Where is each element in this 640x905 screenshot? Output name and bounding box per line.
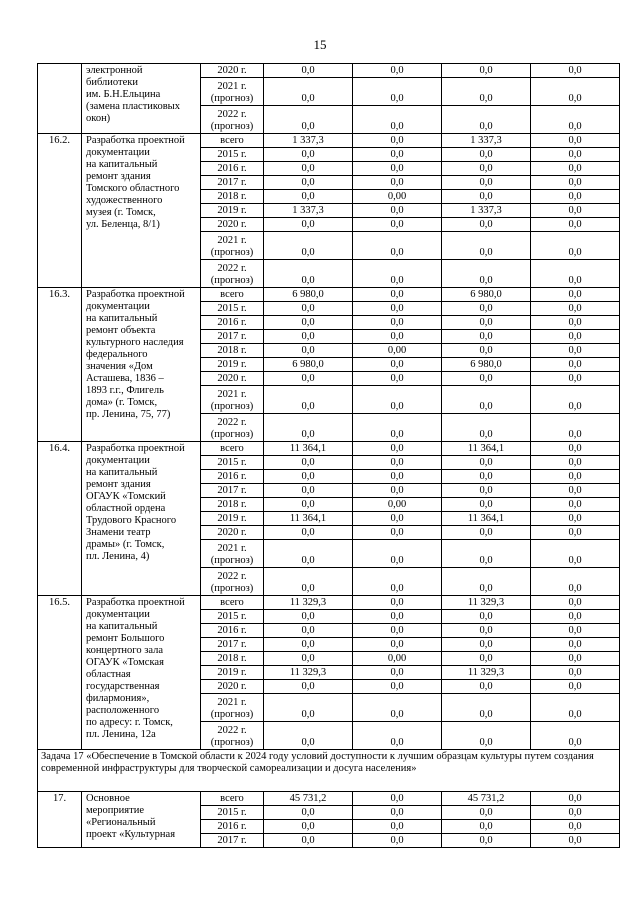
value-cell: 0,0	[531, 64, 620, 78]
budget-table	[37, 63, 620, 848]
value-cell: 0,0	[353, 680, 442, 694]
value-cell: 0,0	[442, 64, 531, 78]
value-cell: 0,0	[531, 666, 620, 680]
value-cell: 0,0	[531, 372, 620, 386]
value-cell: 0,0	[531, 148, 620, 162]
value-cell: 0,0	[442, 78, 531, 106]
value-cell: 0,0	[531, 498, 620, 512]
item-number: 17.	[38, 792, 82, 848]
table-row	[38, 64, 620, 78]
value-cell: 0,0	[264, 232, 353, 260]
value-cell: 0,0	[442, 190, 531, 204]
value-cell: 0,0	[531, 638, 620, 652]
value-cell: 0,0	[264, 694, 353, 722]
value-cell: 0,0	[264, 190, 353, 204]
value-cell: 1 337,3	[264, 204, 353, 218]
value-cell: 0,0	[442, 176, 531, 190]
value-cell: 0,0	[264, 218, 353, 232]
item-name: Разработка проектной документации на капитальный ремонт здания ОГАУК «Томский областной ордена Трудового Красного Знамени театр драмы» (г. Томск, пл. Ленина, 4)	[82, 442, 201, 596]
value-cell: 0,0	[442, 456, 531, 470]
year-cell: 2015 г.	[201, 806, 264, 820]
value-cell: 0,0	[442, 568, 531, 596]
value-cell: 0,0	[353, 134, 442, 148]
value-cell: 0,0	[264, 806, 353, 820]
value-cell: 0,0	[353, 792, 442, 806]
value-cell: 0,0	[531, 610, 620, 624]
value-cell: 0,0	[531, 806, 620, 820]
value-cell: 0,0	[531, 176, 620, 190]
table-row	[38, 442, 620, 456]
value-cell: 0,0	[531, 316, 620, 330]
value-cell: 0,0	[531, 78, 620, 106]
value-cell: 0,0	[264, 484, 353, 498]
value-cell: 0,0	[353, 442, 442, 456]
value-cell: 0,0	[264, 680, 353, 694]
value-cell: 0,0	[353, 260, 442, 288]
value-cell: 0,0	[531, 526, 620, 540]
year-cell: 2022 г. (прогноз)	[201, 260, 264, 288]
value-cell: 0,0	[531, 260, 620, 288]
item-name: Разработка проектной документации на капитальный ремонт объекта культурного наследия федерального значения «Дом Асташева, 1836 – 1893 г.г., Флигель дома» (г. Томск, пр. Ленина, 75, 77)	[82, 288, 201, 442]
value-cell: 0,0	[264, 344, 353, 358]
year-cell: 2022 г. (прогноз)	[201, 722, 264, 750]
value-cell: 0,0	[353, 456, 442, 470]
value-cell: 0,0	[442, 372, 531, 386]
value-cell: 0,0	[531, 722, 620, 750]
value-cell: 0,0	[353, 834, 442, 848]
value-cell: 0,0	[531, 204, 620, 218]
item-name: Разработка проектной документации на капитальный ремонт Большого концертного зала ОГАУК «Томская областная государственная филармония», расположенного по адресу: г. Томск, пл. Ленина, 12а	[82, 596, 201, 750]
value-cell: 0,0	[353, 106, 442, 134]
value-cell: 0,0	[264, 526, 353, 540]
value-cell: 6 980,0	[264, 358, 353, 372]
value-cell: 11 329,3	[264, 666, 353, 680]
value-cell: 0,0	[442, 330, 531, 344]
value-cell: 0,0	[353, 78, 442, 106]
value-cell: 0,0	[264, 820, 353, 834]
value-cell: 0,0	[353, 470, 442, 484]
value-cell: 0,0	[442, 232, 531, 260]
value-cell: 11 329,3	[442, 596, 531, 610]
value-cell: 0,0	[442, 162, 531, 176]
value-cell: 0,0	[531, 624, 620, 638]
value-cell: 0,0	[353, 624, 442, 638]
year-cell: 2020 г.	[201, 680, 264, 694]
value-cell: 0,0	[353, 484, 442, 498]
value-cell: 0,0	[531, 470, 620, 484]
year-cell: 2022 г. (прогноз)	[201, 414, 264, 442]
value-cell: 0,0	[264, 176, 353, 190]
value-cell: 0,0	[264, 456, 353, 470]
value-cell: 6 980,0	[264, 288, 353, 302]
item-number: 16.5.	[38, 596, 82, 750]
year-cell: 2016 г.	[201, 470, 264, 484]
value-cell: 0,0	[531, 302, 620, 316]
value-cell: 0,0	[442, 218, 531, 232]
value-cell: 0,0	[531, 106, 620, 134]
value-cell: 0,0	[353, 316, 442, 330]
year-cell: 2016 г.	[201, 624, 264, 638]
year-cell: 2018 г.	[201, 652, 264, 666]
value-cell: 0,0	[531, 484, 620, 498]
value-cell: 0,0	[442, 652, 531, 666]
value-cell: 0,0	[353, 232, 442, 260]
table-row	[38, 792, 620, 806]
value-cell: 0,0	[442, 638, 531, 652]
value-cell: 0,0	[531, 344, 620, 358]
value-cell: 0,0	[353, 512, 442, 526]
year-cell: 2016 г.	[201, 316, 264, 330]
value-cell: 0,0	[353, 218, 442, 232]
value-cell: 0,0	[442, 106, 531, 134]
value-cell: 0,0	[264, 386, 353, 414]
year-cell: 2019 г.	[201, 512, 264, 526]
value-cell: 0,0	[442, 526, 531, 540]
year-cell: 2015 г.	[201, 456, 264, 470]
value-cell: 0,0	[264, 302, 353, 316]
value-cell: 0,0	[353, 568, 442, 596]
value-cell: 0,0	[442, 680, 531, 694]
task-row	[38, 750, 620, 792]
item-number	[38, 64, 82, 134]
year-cell: 2017 г.	[201, 484, 264, 498]
value-cell: 0,0	[531, 218, 620, 232]
value-cell: 0,0	[442, 820, 531, 834]
value-cell: 11 364,1	[442, 512, 531, 526]
value-cell: 0,0	[531, 358, 620, 372]
value-cell: 0,0	[531, 232, 620, 260]
year-cell: 2016 г.	[201, 162, 264, 176]
value-cell: 0,0	[353, 596, 442, 610]
value-cell: 0,0	[353, 666, 442, 680]
value-cell: 0,0	[442, 484, 531, 498]
value-cell: 0,0	[442, 470, 531, 484]
table-row	[38, 288, 620, 302]
value-cell: 0,0	[264, 148, 353, 162]
value-cell: 0,0	[442, 316, 531, 330]
value-cell: 0,0	[353, 414, 442, 442]
value-cell: 0,0	[531, 456, 620, 470]
value-cell: 0,0	[353, 806, 442, 820]
value-cell: 0,0	[264, 610, 353, 624]
value-cell: 11 364,1	[442, 442, 531, 456]
value-cell: 0,00	[353, 652, 442, 666]
value-cell: 1 337,3	[442, 204, 531, 218]
value-cell: 0,0	[353, 176, 442, 190]
value-cell: 0,0	[353, 722, 442, 750]
value-cell: 0,0	[353, 526, 442, 540]
value-cell: 0,0	[442, 834, 531, 848]
value-cell: 0,0	[531, 792, 620, 806]
value-cell: 0,0	[531, 596, 620, 610]
value-cell: 0,0	[264, 78, 353, 106]
item-name: Разработка проектной документации на капитальный ремонт здания Томского областного художественного музея (г. Томск, ул. Беленца, 8/1)	[82, 134, 201, 288]
value-cell: 0,00	[353, 344, 442, 358]
value-cell: 0,0	[442, 498, 531, 512]
item-number: 16.4.	[38, 442, 82, 596]
value-cell: 0,0	[442, 148, 531, 162]
value-cell: 6 980,0	[442, 288, 531, 302]
value-cell: 0,0	[531, 834, 620, 848]
year-cell: 2020 г.	[201, 372, 264, 386]
value-cell: 0,0	[442, 386, 531, 414]
value-cell: 11 364,1	[264, 512, 353, 526]
value-cell: 0,0	[531, 330, 620, 344]
value-cell: 0,0	[264, 414, 353, 442]
value-cell: 0,0	[442, 414, 531, 442]
year-cell: 2019 г.	[201, 358, 264, 372]
value-cell: 0,0	[264, 372, 353, 386]
value-cell: 0,0	[531, 694, 620, 722]
value-cell: 0,0	[442, 302, 531, 316]
value-cell: 0,0	[264, 316, 353, 330]
value-cell: 0,0	[531, 414, 620, 442]
year-cell: 2017 г.	[201, 834, 264, 848]
value-cell: 0,0	[531, 680, 620, 694]
item-number: 16.2.	[38, 134, 82, 288]
value-cell: 0,0	[353, 540, 442, 568]
value-cell: 45 731,2	[264, 792, 353, 806]
table-row	[38, 134, 620, 148]
value-cell: 0,0	[353, 358, 442, 372]
task-text: Задача 17 «Обеспечение в Томской области к 2024 году условий доступности к лучшим образцам культуры путем создания современной инфраструктуры для творческой самореализации и досуга населения»	[38, 750, 620, 792]
year-cell: 2018 г.	[201, 190, 264, 204]
year-cell: 2021 г. (прогноз)	[201, 540, 264, 568]
item-name: Основное мероприятие «Региональный проект «Культурная	[82, 792, 201, 848]
value-cell: 0,0	[264, 652, 353, 666]
item-number: 16.3.	[38, 288, 82, 442]
value-cell: 0,0	[442, 540, 531, 568]
year-cell: 2020 г.	[201, 526, 264, 540]
value-cell: 0,0	[531, 288, 620, 302]
item-name: электронной библиотеки им. Б.Н.Ельцина (замена пластиковых окон)	[82, 64, 201, 134]
value-cell: 0,0	[353, 64, 442, 78]
value-cell: 0,0	[531, 162, 620, 176]
value-cell: 6 980,0	[442, 358, 531, 372]
value-cell: 0,0	[353, 372, 442, 386]
value-cell: 0,0	[264, 64, 353, 78]
value-cell: 0,0	[531, 190, 620, 204]
value-cell: 11 329,3	[264, 596, 353, 610]
value-cell: 0,0	[264, 834, 353, 848]
page-number: 15	[313, 37, 327, 52]
year-cell: 2017 г.	[201, 330, 264, 344]
year-cell: 2021 г. (прогноз)	[201, 386, 264, 414]
value-cell: 0,0	[353, 204, 442, 218]
year-cell: 2022 г. (прогноз)	[201, 568, 264, 596]
value-cell: 0,0	[442, 722, 531, 750]
value-cell: 0,0	[442, 694, 531, 722]
value-cell: 0,0	[264, 106, 353, 134]
value-cell: 0,0	[353, 330, 442, 344]
value-cell: 0,0	[353, 820, 442, 834]
value-cell: 0,0	[264, 470, 353, 484]
value-cell: 0,0	[264, 260, 353, 288]
table-row	[38, 596, 620, 610]
year-cell: 2022 г. (прогноз)	[201, 106, 264, 134]
value-cell: 0,0	[442, 806, 531, 820]
value-cell: 0,0	[353, 610, 442, 624]
year-cell: 2021 г. (прогноз)	[201, 78, 264, 106]
year-cell: 2015 г.	[201, 610, 264, 624]
value-cell: 0,0	[353, 288, 442, 302]
value-cell: 0,0	[353, 386, 442, 414]
value-cell: 1 337,3	[264, 134, 353, 148]
value-cell: 0,00	[353, 190, 442, 204]
year-cell: 2021 г. (прогноз)	[201, 694, 264, 722]
value-cell: 0,0	[353, 302, 442, 316]
value-cell: 0,00	[353, 498, 442, 512]
year-cell: 2019 г.	[201, 204, 264, 218]
value-cell: 0,0	[353, 638, 442, 652]
value-cell: 0,0	[531, 540, 620, 568]
value-cell: 0,0	[264, 624, 353, 638]
value-cell: 0,0	[264, 498, 353, 512]
year-cell: 2018 г.	[201, 498, 264, 512]
year-cell: 2021 г. (прогноз)	[201, 232, 264, 260]
year-cell: 2015 г.	[201, 302, 264, 316]
value-cell: 0,0	[264, 722, 353, 750]
value-cell: 45 731,2	[442, 792, 531, 806]
value-cell: 0,0	[442, 610, 531, 624]
value-cell: 0,0	[264, 568, 353, 596]
year-cell: 2020 г.	[201, 218, 264, 232]
year-cell: 2017 г.	[201, 638, 264, 652]
value-cell: 0,0	[531, 386, 620, 414]
year-cell: всего	[201, 792, 264, 806]
value-cell: 0,0	[353, 694, 442, 722]
year-cell: всего	[201, 134, 264, 148]
value-cell: 0,0	[531, 442, 620, 456]
value-cell: 0,0	[531, 512, 620, 526]
year-cell: 2016 г.	[201, 820, 264, 834]
year-cell: 2017 г.	[201, 176, 264, 190]
value-cell: 0,0	[442, 344, 531, 358]
value-cell: 0,0	[353, 162, 442, 176]
value-cell: 0,0	[353, 148, 442, 162]
value-cell: 0,0	[442, 624, 531, 638]
value-cell: 0,0	[531, 568, 620, 596]
value-cell: 11 364,1	[264, 442, 353, 456]
year-cell: 2015 г.	[201, 148, 264, 162]
year-cell: 2020 г.	[201, 64, 264, 78]
value-cell: 0,0	[264, 638, 353, 652]
value-cell: 1 337,3	[442, 134, 531, 148]
value-cell: 0,0	[264, 162, 353, 176]
year-cell: 2018 г.	[201, 344, 264, 358]
value-cell: 0,0	[531, 820, 620, 834]
value-cell: 0,0	[531, 134, 620, 148]
year-cell: всего	[201, 442, 264, 456]
value-cell: 0,0	[264, 330, 353, 344]
value-cell: 11 329,3	[442, 666, 531, 680]
value-cell: 0,0	[442, 260, 531, 288]
value-cell: 0,0	[264, 540, 353, 568]
year-cell: всего	[201, 288, 264, 302]
value-cell: 0,0	[531, 652, 620, 666]
year-cell: всего	[201, 596, 264, 610]
year-cell: 2019 г.	[201, 666, 264, 680]
